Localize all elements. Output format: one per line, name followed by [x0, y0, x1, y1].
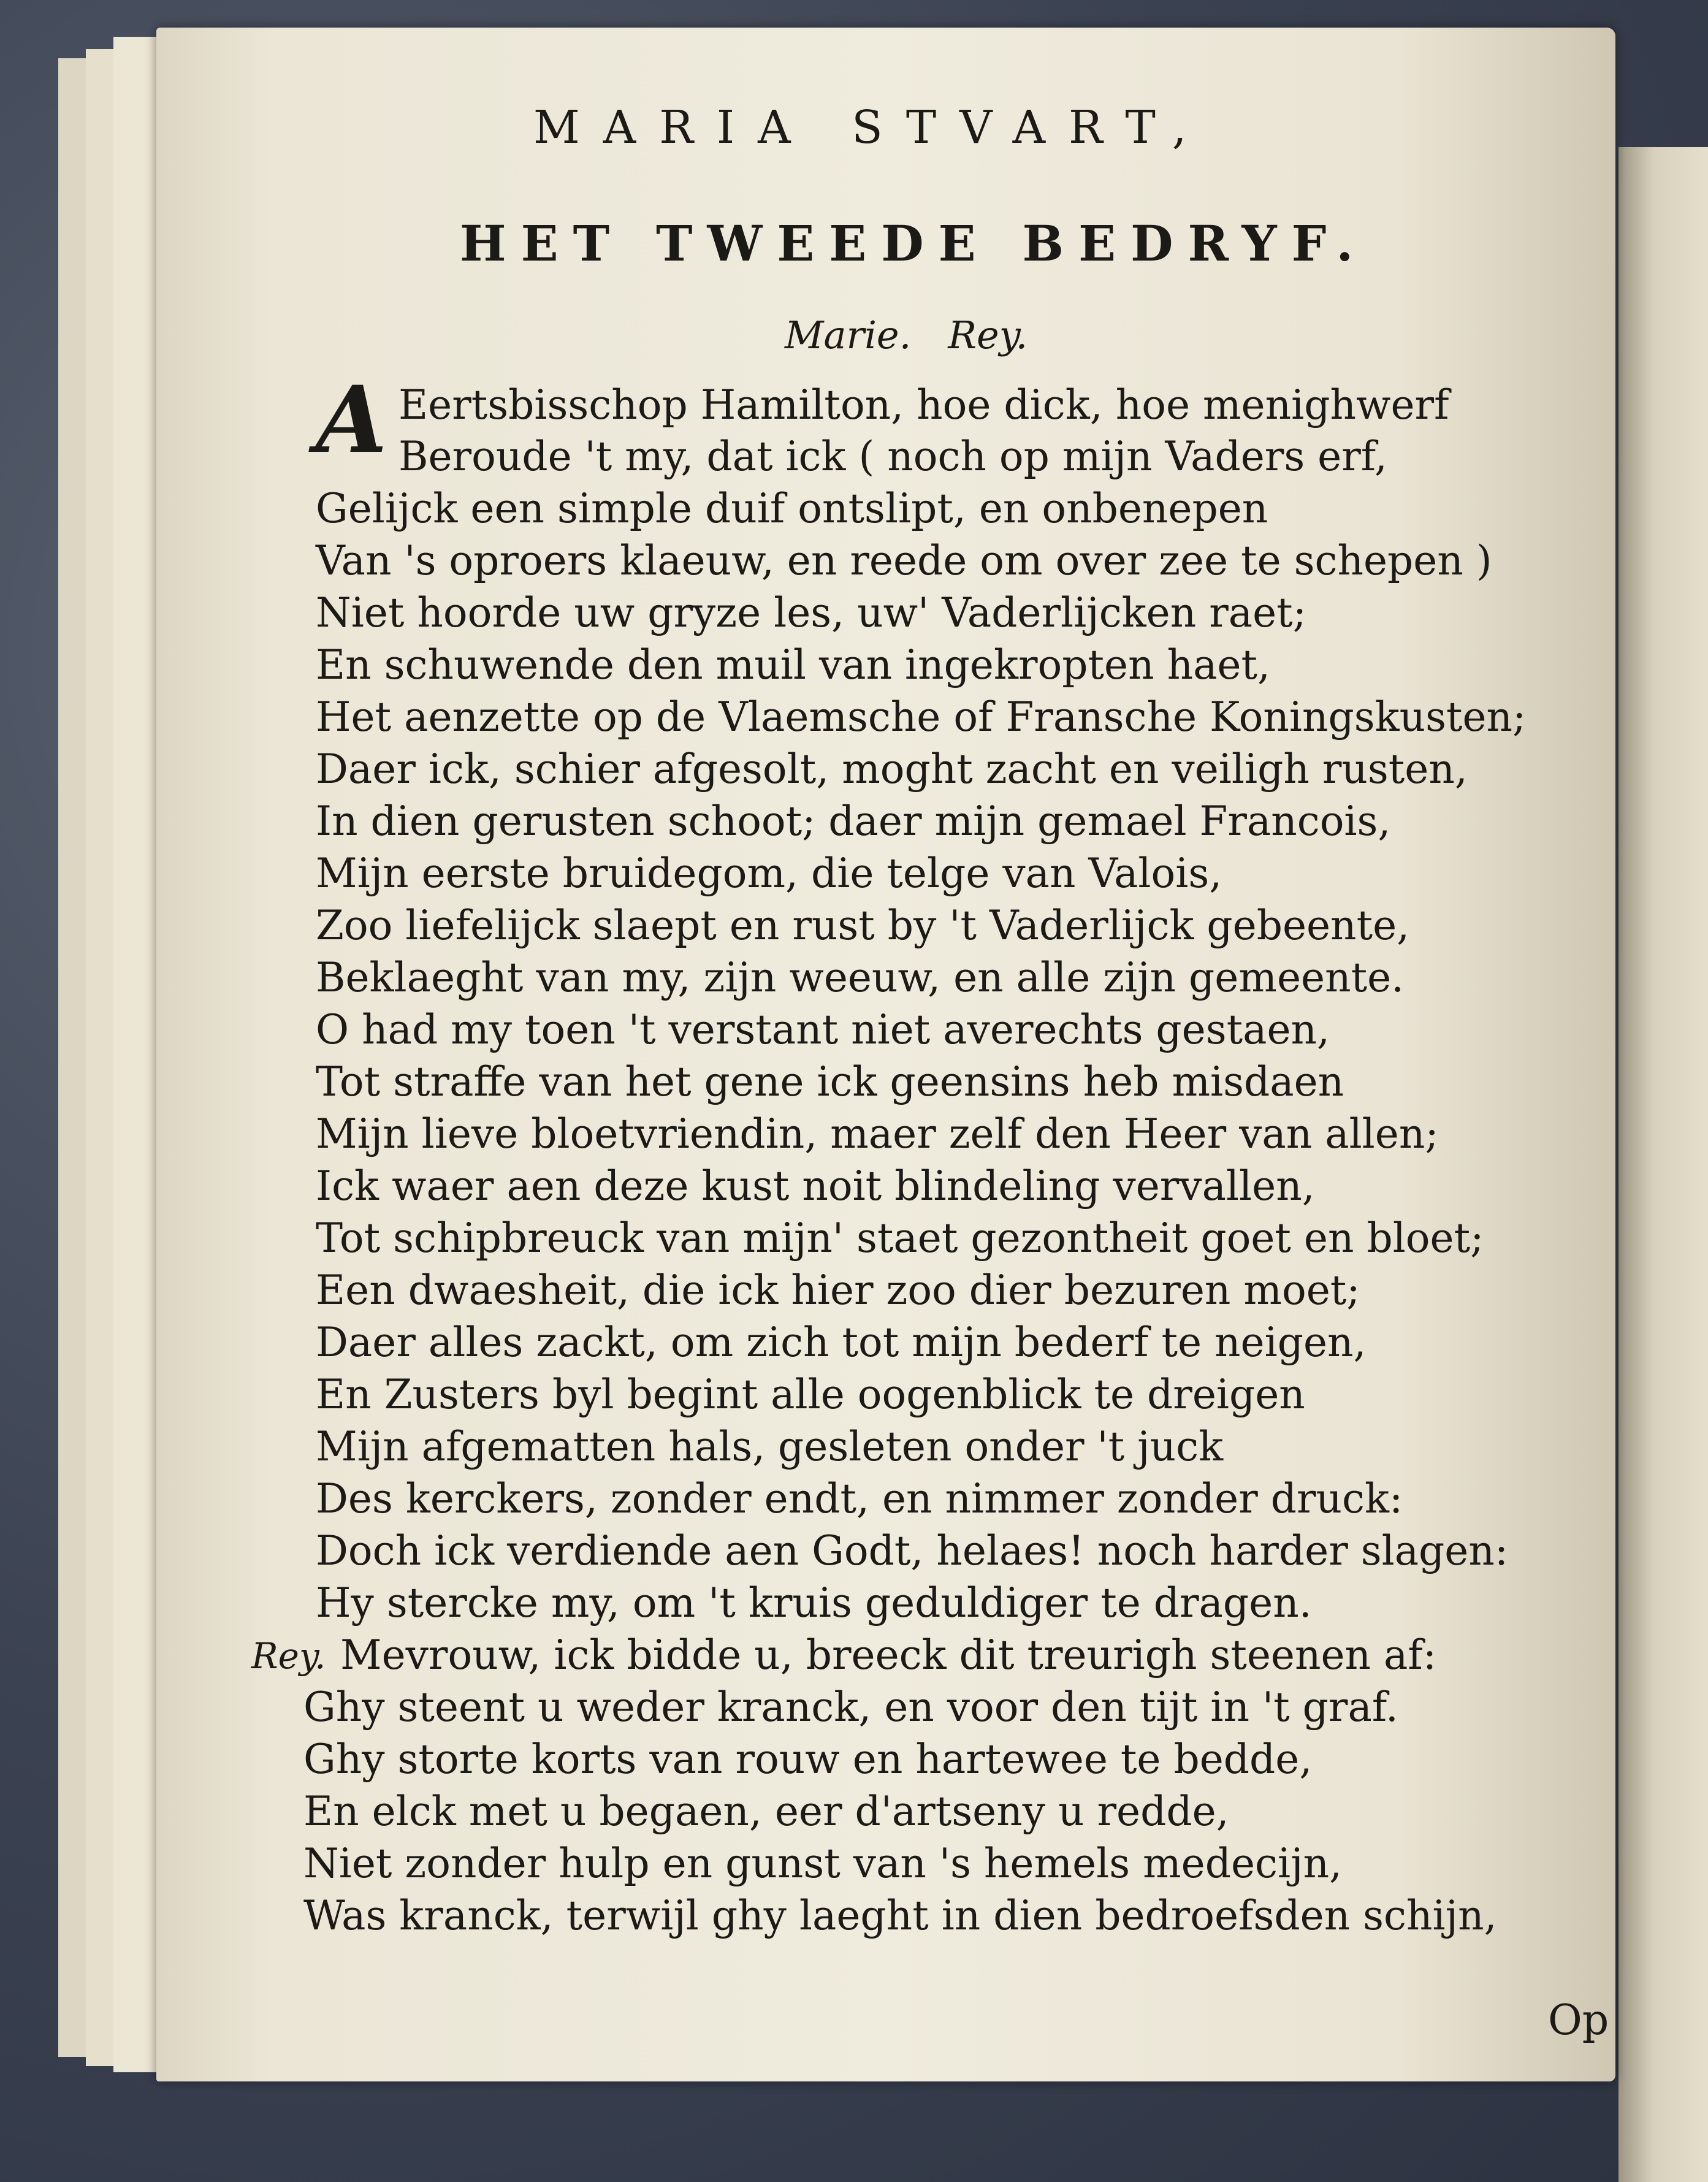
verse-line: Mijn eerste bruidegom, die telge van Valois,: [316, 850, 1222, 897]
speaker-list: [785, 313, 1027, 357]
verse-line: En Zusters byl begint alle oogenblick te dreigen: [316, 1371, 1305, 1418]
act-title: HET TWEEDE BEDRYF.: [460, 215, 1368, 272]
verse-line: Beklaeght van my, zijn weeuw, en alle zijn gemeente.: [316, 954, 1405, 1001]
verse-line: In dien gerusten schoot; daer mijn gemael Francois,: [316, 798, 1391, 845]
verse-line: Van 's oproers klaeuw, en reede om over zee te schepen ): [316, 537, 1492, 584]
verse-line: Ick waer aen deze kust noit blindeling vervallen,: [316, 1162, 1315, 1210]
verse-line: Zoo liefelijck slaept en rust by 't Vaderlijck gebeente,: [316, 902, 1410, 949]
speaker-rey: Rey.: [948, 313, 1028, 357]
running-head: MARIA STVART,: [533, 101, 1210, 154]
verse-line: Ghy steent u weder kranck, en voor den tijt in 't graf.: [303, 1684, 1398, 1731]
verse-line: Eertsbisschop Hamilton, hoe dick, hoe menighwerf: [398, 381, 1449, 429]
verse-line: Niet hoorde uw gryze les, uw' Vaderlijcken raet;: [316, 589, 1306, 636]
verse-line: Het aenzette op de Vlaemsche of Fransche Koningskusten;: [316, 693, 1527, 741]
verse-line: Des kerckers, zonder endt, en nimmer zonder druck:: [316, 1475, 1403, 1522]
verse-line: En elck met u begaen, eer d'artseny u redde,: [303, 1788, 1229, 1835]
drop-cap: A: [316, 366, 387, 474]
verse-line: Mevrouw, ick bidde u, breeck dit treurigh steenen af:: [340, 1631, 1437, 1679]
catchword: Op: [1548, 1996, 1609, 2045]
speaker-marie: Marie.: [785, 313, 912, 357]
verse-line: Tot schipbreuck van mijn' staet gezontheit goet en bloet;: [316, 1215, 1484, 1262]
verse-line: Was kranck, terwijl ghy laeght in dien bedroefsden schijn,: [303, 1892, 1497, 1939]
verse-line: Beroude 't my, dat ick ( noch op mijn Vaders erf,: [398, 433, 1387, 480]
verse-line: Tot straffe van het gene ick geensins heb misdaen: [316, 1058, 1344, 1105]
verse-line: Doch ick verdiende aen Godt, helaes! noch harder slagen:: [316, 1527, 1509, 1574]
verse-line: En schuwende den muil van ingekropten haet,: [316, 641, 1270, 689]
verse-line: Daer alles zackt, om zich tot mijn bederf te neigen,: [316, 1319, 1367, 1366]
verse-line: Niet zonder hulp en gunst van 's hemels medecijn,: [303, 1840, 1343, 1887]
verse-line: Mijn afgematten hals, gesleten onder 't juck: [316, 1423, 1224, 1470]
verse-line: Een dwaesheit, die ick hier zoo dier bezuren moet;: [316, 1267, 1360, 1314]
verse-line: O had my toen 't verstant niet averechts gestaen,: [316, 1006, 1330, 1053]
verse-line: Daer ick, schier afgesolt, moght zacht en veiligh rusten,: [316, 746, 1468, 793]
verse-line: Hy stercke my, om 't kruis geduldiger te dragen.: [316, 1579, 1312, 1627]
verse-line: Gelijck een simple duif ontslipt, en onbenepen: [316, 485, 1268, 532]
verse-line: Ghy storte korts van rouw en hartewee te bedde,: [303, 1736, 1313, 1783]
verse-line: Mijn lieve bloetvriendin, maer zelf den Heer van allen;: [316, 1110, 1439, 1158]
speaker-tag: Rey.: [251, 1635, 326, 1677]
